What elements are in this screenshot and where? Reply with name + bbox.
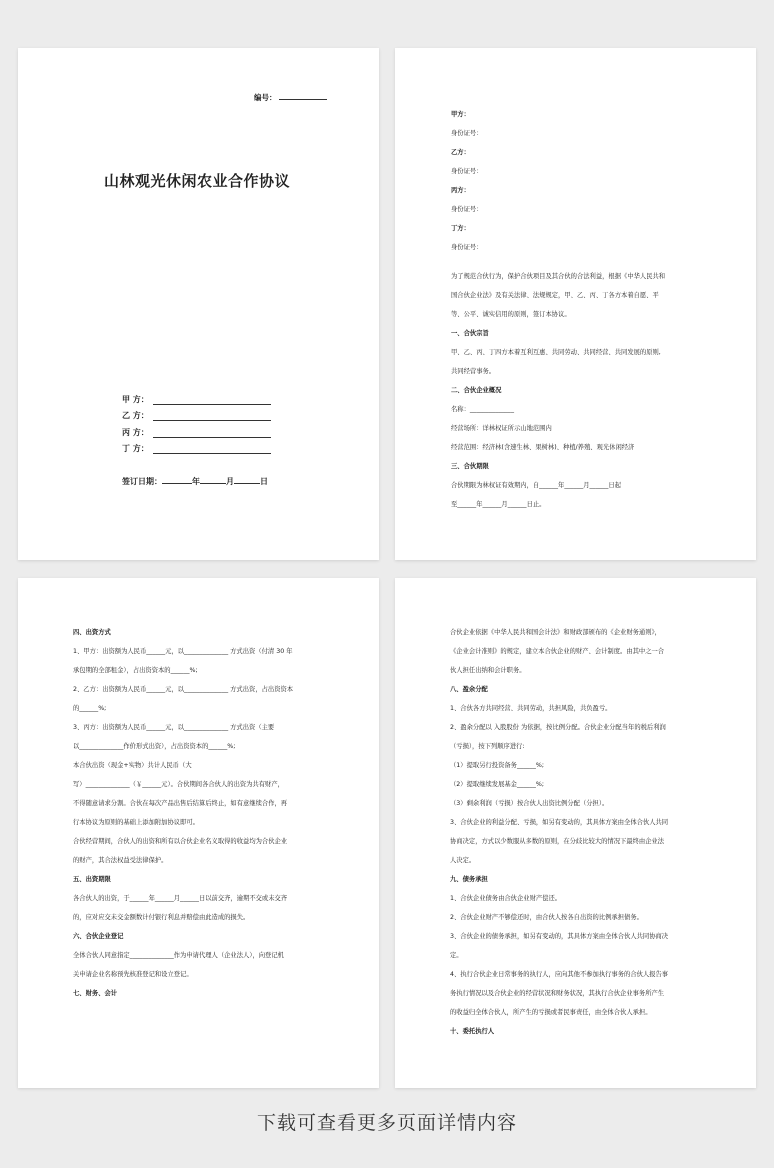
section-heading: 四、出资方式 xyxy=(73,629,111,636)
body-text-line: 各合伙人的出资，于______年______月______日以前交齐，逾期不交或未交齐 xyxy=(73,895,288,902)
body-text-line: 名称：______________ xyxy=(451,406,514,413)
body-text-line: （3）剩余利润（亏损）按合伙人出资比例分配（分担）。 xyxy=(450,800,609,807)
month-blank xyxy=(200,476,226,484)
section-heading: 十、委托执行人 xyxy=(450,1028,495,1035)
party-b-label: 乙 方： xyxy=(122,411,149,420)
serial-number-blank xyxy=(279,92,327,100)
body-text-line: 为了规范合伙行为，保护合伙项目及其合伙的合法利益，根据《中华人民共和 xyxy=(451,273,666,280)
body-text-line: 定。 xyxy=(450,952,463,959)
section-heading: 五、出资期限 xyxy=(73,876,111,883)
body-text-line: 共同经营事务。 xyxy=(451,368,496,375)
body-text-line: 全体合伙人同意指定______________作为申请代理人（企业法人），向登记机 xyxy=(73,952,284,959)
body-text-line: 国合伙企业法》及有关法律、法规规定，甲、乙、丙、丁各方本着自愿、平 xyxy=(451,292,659,299)
body-text-line: 2、合伙企业财产不够偿还时，由合伙人按各自出资的比例承担债务。 xyxy=(450,914,643,921)
body-text-line: 的财产，其合法权益受法律保护。 xyxy=(73,857,168,864)
body-text-line: （2）提取继续发展基金______%; xyxy=(450,781,544,788)
body-text-line: 1、合伙各方共同经营、共同劳动，共担风险，共负盈亏。 xyxy=(450,705,612,712)
body-text-line: 经营范围：经济林(含速生林、果树林)、种植/养殖、观光休闲经济 xyxy=(451,444,635,451)
party-c-heading: 丙方： xyxy=(451,187,470,194)
document-page-cover xyxy=(18,48,379,560)
section-heading: 三、合伙期限 xyxy=(451,463,489,470)
day-label: 日 xyxy=(260,477,268,486)
party-b-heading: 乙方： xyxy=(451,149,470,156)
body-text-line: 2、乙方：出资额为人民币______元，以______________ 方式出资，占出资资本 xyxy=(73,686,294,693)
body-text-line: 合伙企业依据《中华人民共和国会计法》和财政部颁布的《企业财务通则》， xyxy=(450,629,661,636)
id-number-line: 身份证号： xyxy=(451,244,483,251)
day-blank xyxy=(234,476,260,484)
document-title: 山林观光休闲农业合作协议 xyxy=(104,172,291,190)
body-text-line: 1、合伙企业债务由合伙企业财产偿还。 xyxy=(450,895,562,902)
section-heading: 七、财务、会计 xyxy=(73,990,118,997)
body-text-line: 1、甲方：出资额为人民币______元，以______________ 方式出资（付清 30 年 xyxy=(73,648,293,655)
party-a-heading: 甲方： xyxy=(451,111,470,118)
year-label: 年 xyxy=(192,477,200,486)
party-c-label: 丙 方： xyxy=(122,428,149,437)
body-text-line: 的收益归全体合伙人，所产生的亏损或者民事责任，由全体合伙人承担。 xyxy=(450,1009,652,1016)
party-b-blank xyxy=(153,412,271,421)
section-heading: 九、债务承担 xyxy=(450,876,488,883)
body-text-line: 3、合伙企业的利益分配、亏损，如另有变动的，其具体方案由全体合伙人共同 xyxy=(450,819,669,826)
month-label: 月 xyxy=(226,477,234,486)
body-text-line: 3、丙方：出资额为人民币______元，以______________ 方式出资（主要 xyxy=(73,724,275,731)
document-page-4 xyxy=(395,578,756,1088)
body-text-line: 4、执行合伙企业日常事务的执行人，应向其他不参加执行事务的合伙人报告事 xyxy=(450,971,669,978)
body-text-line: 承包期的全部租金），占出资资本的______%; xyxy=(73,667,198,674)
section-heading: 六、合伙企业登记 xyxy=(73,933,124,940)
body-text-line: 3、合伙企业的债务承担，如另有变动的，其具体方案由全体合伙人共同协商决 xyxy=(450,933,669,940)
party-d-heading: 丁方： xyxy=(451,225,470,232)
body-text-line: 经营场所：详林权证所示山地范围内 xyxy=(451,425,552,432)
body-text-line: 关申请企业名称预先核准登记和设立登记。 xyxy=(73,971,193,978)
party-c-blank xyxy=(153,429,271,438)
party-c-field xyxy=(122,427,271,438)
body-text-line: 以______________作价形式出资），占出资资本的______%; xyxy=(73,743,236,750)
body-text-line: 至______年______月______日止。 xyxy=(451,501,546,508)
body-text-line: 的______%; xyxy=(73,705,107,712)
year-blank xyxy=(162,476,192,484)
body-text-line: 等、公平、诚实信用的原则，签订本协议。 xyxy=(451,311,571,318)
body-text-line: 伙人担任出纳和会计职务。 xyxy=(450,667,526,674)
body-text-line: （亏损），按下列顺序进行: xyxy=(450,743,525,750)
party-d-label: 丁 方： xyxy=(122,444,149,453)
body-text-line: 《企业会计准则》的规定，建立本合伙企业的财产、会计制度。由其中之一合 xyxy=(450,648,665,655)
document-page-3 xyxy=(18,578,379,1088)
party-b-field xyxy=(122,410,271,421)
section-heading: 二、合伙企业概况 xyxy=(451,387,502,394)
serial-number-label: 编号： xyxy=(254,93,277,102)
body-text-line: 人决定。 xyxy=(450,857,476,864)
id-number-line: 身份证号： xyxy=(451,168,483,175)
download-more-caption: 下载可查看更多页面详情内容 xyxy=(256,1112,517,1134)
body-text-line: 合伙经营期间，合伙人的出资和所有以合伙企业名义取得的收益均为合伙企业 xyxy=(73,838,288,845)
body-text-line: （1）提取另行投资备务______%; xyxy=(450,762,544,769)
body-text-line: 协商决定，方式以少数服从多数的原则，在分歧比较大的情况下最终由企业法 xyxy=(450,838,665,845)
party-a-label: 甲 方： xyxy=(122,395,149,404)
signing-date-label: 签订日期： xyxy=(122,477,162,486)
body-text-line: 2、盈余分配以 入股股份 为依据，按比例分配。合伙企业分配当年的税后利润 xyxy=(450,724,666,731)
body-text-line: 合伙期限为林权证有效期内，自______年______月______日起 xyxy=(451,482,622,489)
section-heading: 八、盈余分配 xyxy=(450,686,488,693)
signing-date-field xyxy=(122,476,268,487)
body-text-line: 写）______________（￥______元）。合伙期间各合伙人的出资为共有财产， xyxy=(73,781,284,788)
party-a-blank xyxy=(153,396,271,405)
party-d-field xyxy=(122,443,271,454)
section-heading: 一、合伙宗旨 xyxy=(451,330,489,337)
document-page-2 xyxy=(395,48,756,560)
id-number-line: 身份证号： xyxy=(451,130,483,137)
serial-number-field xyxy=(254,92,327,103)
party-d-blank xyxy=(153,445,271,454)
body-text-line: 甲、乙、丙、丁四方本着互利互惠、共同劳动、共同经营、共同发展的原则, xyxy=(451,349,661,356)
body-text-line: 不得随意请求分割。合伙在每次产品出售后结算后终止，如有意继续合作，再 xyxy=(73,800,288,807)
body-text-line: 本合伙出资（现金+实物）共计人民币（大 xyxy=(73,762,192,769)
id-number-line: 身份证号： xyxy=(451,206,483,213)
party-a-field xyxy=(122,394,271,405)
body-text-line: 行本协议为原则的基础上添加附加协议即可。 xyxy=(73,819,199,826)
body-text-line: 的，应对应交未交金额数计付银行利息并赔偿由此造成的损失。 xyxy=(73,914,250,921)
body-text-line: 务执行情况以及合伙企业的经营状况和财务状况，其执行合伙企业事务所产生 xyxy=(450,990,665,997)
